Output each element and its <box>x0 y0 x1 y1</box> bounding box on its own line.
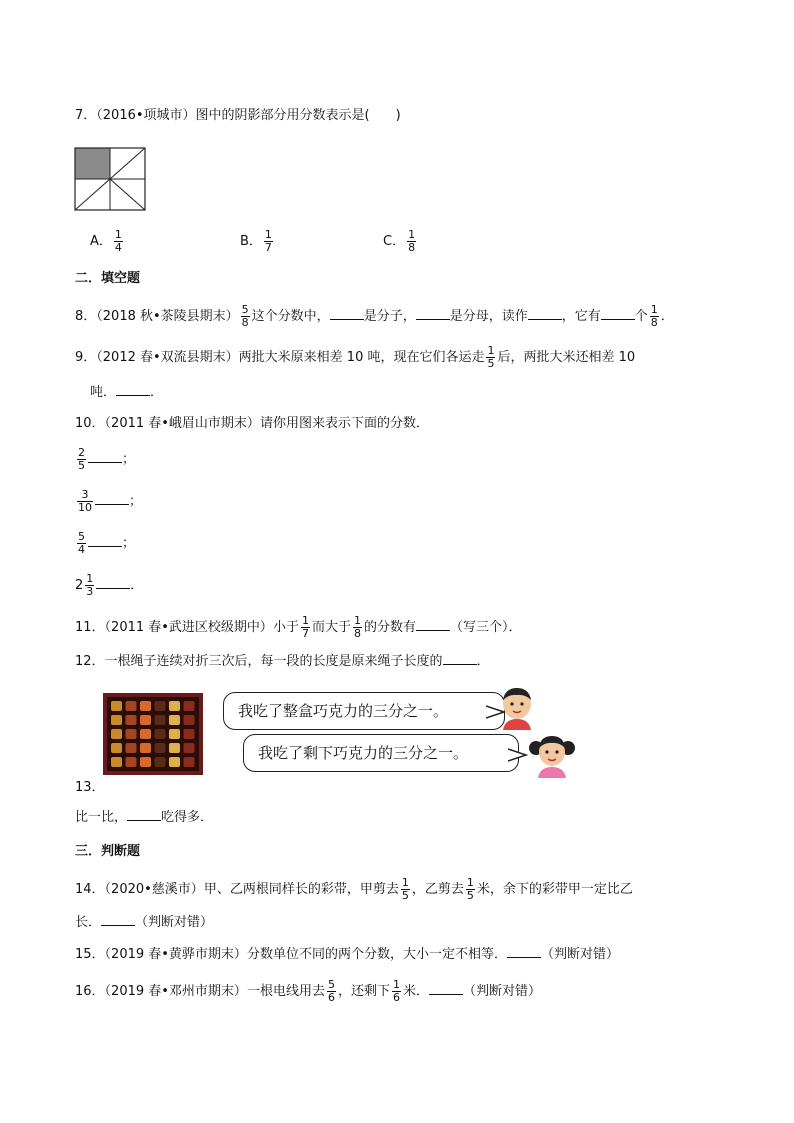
bubble-tail-girl <box>508 747 528 763</box>
chocolate-piece <box>111 743 122 753</box>
q7-option-c: C． $\frac{1}{8}$ <box>383 228 416 254</box>
chocolate-piece <box>155 757 166 767</box>
q7-shaded-part <box>75 148 110 179</box>
speech-bubble-boy: 我吃了整盒巧克力的三分之一。 <box>223 692 505 730</box>
q13-blank[interactable] <box>127 808 161 821</box>
chocolate-piece <box>184 757 195 767</box>
chocolate-piece <box>111 757 122 767</box>
chocolate-piece <box>155 743 166 753</box>
q15-blank[interactable] <box>507 945 541 958</box>
q7-source: （2016•项城市） <box>96 108 196 123</box>
q10-blank-3[interactable] <box>88 534 122 547</box>
chocolate-piece <box>111 701 122 711</box>
question-9: 9．（2012 春•双流县期末）两批大米原来相差 10 吨，现在它们各运走 $\frac{1}{5}$ 后，两批大米还相差 10 <box>75 344 636 370</box>
chocolate-box-image <box>103 693 203 775</box>
chocolate-piece <box>155 701 166 711</box>
girl-avatar <box>526 730 578 778</box>
chocolate-piece <box>140 729 151 739</box>
q7-option-b: B． $\frac{1}{7}$ <box>240 228 272 254</box>
chocolate-piece <box>111 715 122 725</box>
q16-blank[interactable] <box>429 982 463 995</box>
chocolate-piece <box>140 715 151 725</box>
q10-item-2: $\frac{3}{10}$ ； <box>78 488 143 514</box>
chocolate-piece <box>155 715 166 725</box>
question-13: 13． <box>75 780 105 795</box>
q8-blank-4[interactable] <box>601 307 635 320</box>
question-9-cont: 吨． ． <box>90 385 164 400</box>
chocolate-piece <box>169 715 180 725</box>
question-11: 11．（2011 春•武进区校级期中）小于 $\frac{1}{7}$ 而大于 $\frac{1}{8}$ 的分数有 （写三个）． <box>75 614 522 640</box>
q8-blank-2[interactable] <box>416 307 450 320</box>
question-14: 14．（2020•慈溪市）甲、乙两根同样长的彩带，甲剪去 $\frac{1}{5}$ ，乙剪去 $\frac{1}{5}$ 米，余下的彩带甲一定比乙 <box>75 876 633 902</box>
q10-blank-2[interactable] <box>95 492 129 505</box>
chocolate-piece <box>126 743 137 753</box>
chocolate-piece <box>184 715 195 725</box>
q9-blank[interactable] <box>116 383 150 396</box>
question-14-cont: 长． （判断对错） <box>75 915 214 930</box>
question-10: 10．（2011 春•峨眉山市期末）请你用图来表示下面的分数． <box>75 416 429 431</box>
q12-blank[interactable] <box>443 652 477 665</box>
chocolate-piece <box>169 743 180 753</box>
chocolate-piece <box>169 757 180 767</box>
q14-blank[interactable] <box>101 913 135 926</box>
boy-avatar <box>495 684 539 730</box>
question-7 <box>75 106 401 126</box>
q10-blank-4[interactable] <box>96 576 130 589</box>
chocolate-piece <box>140 743 151 753</box>
chocolate-piece <box>126 729 137 739</box>
speech-bubble-girl: 我吃了剩下巧克力的三分之一。 <box>243 734 519 772</box>
chocolate-piece <box>184 743 195 753</box>
q7-square-figure <box>74 147 146 211</box>
q7-text: 图中的阴影部分用分数表示是( ) <box>195 108 401 123</box>
chocolate-piece <box>111 729 122 739</box>
chocolate-piece <box>126 757 137 767</box>
question-16: 16．（2019 春•邓州市期末）一根电线用去 $\frac{5}{6}$ ，还剩下 $\frac{1}{6}$ 米． （判断对错） <box>75 978 541 1004</box>
q8-blank-1[interactable] <box>330 307 364 320</box>
question-13-text: 比一比， 吃得多． <box>75 810 214 825</box>
question-15: 15．（2019 春•黄骅市期末）分数单位不同的两个分数，大小一定不相等． （判断对错） <box>75 947 619 962</box>
q10-item-1: $\frac{2}{5}$ ； <box>78 446 136 472</box>
chocolate-piece <box>169 701 180 711</box>
chocolate-piece <box>184 701 195 711</box>
chocolate-piece <box>126 715 137 725</box>
q7-number: 7． <box>75 108 97 123</box>
q11-blank[interactable] <box>416 618 450 631</box>
q7-option-a: A． $\frac{1}{4}$ <box>90 228 122 254</box>
question-8: 8．（2018 秋•茶陵县期末） $\frac{5}{8}$ 这个分数中， 是分子， 是分母，读作 ，它有 个 $\frac{1}{8}$ ． <box>75 303 674 329</box>
chocolate-piece <box>155 729 166 739</box>
chocolate-piece <box>126 701 137 711</box>
q8-blank-3[interactable] <box>528 307 562 320</box>
chocolate-piece <box>184 729 195 739</box>
question-12: 12．一根绳子连续对折三次后，每一段的长度是原来绳子长度的 ． <box>75 654 490 669</box>
chocolate-piece <box>169 729 180 739</box>
q10-blank-1[interactable] <box>88 450 122 463</box>
chocolate-piece <box>140 757 151 767</box>
section-2-heading: 二．填空题 <box>75 271 141 286</box>
section-3-heading: 三．判断题 <box>75 844 141 859</box>
q10-item-4: 2 $\frac{1}{3}$ ． <box>75 572 144 598</box>
chocolate-piece <box>140 701 151 711</box>
q10-item-3: $\frac{5}{4}$ ； <box>78 530 136 556</box>
